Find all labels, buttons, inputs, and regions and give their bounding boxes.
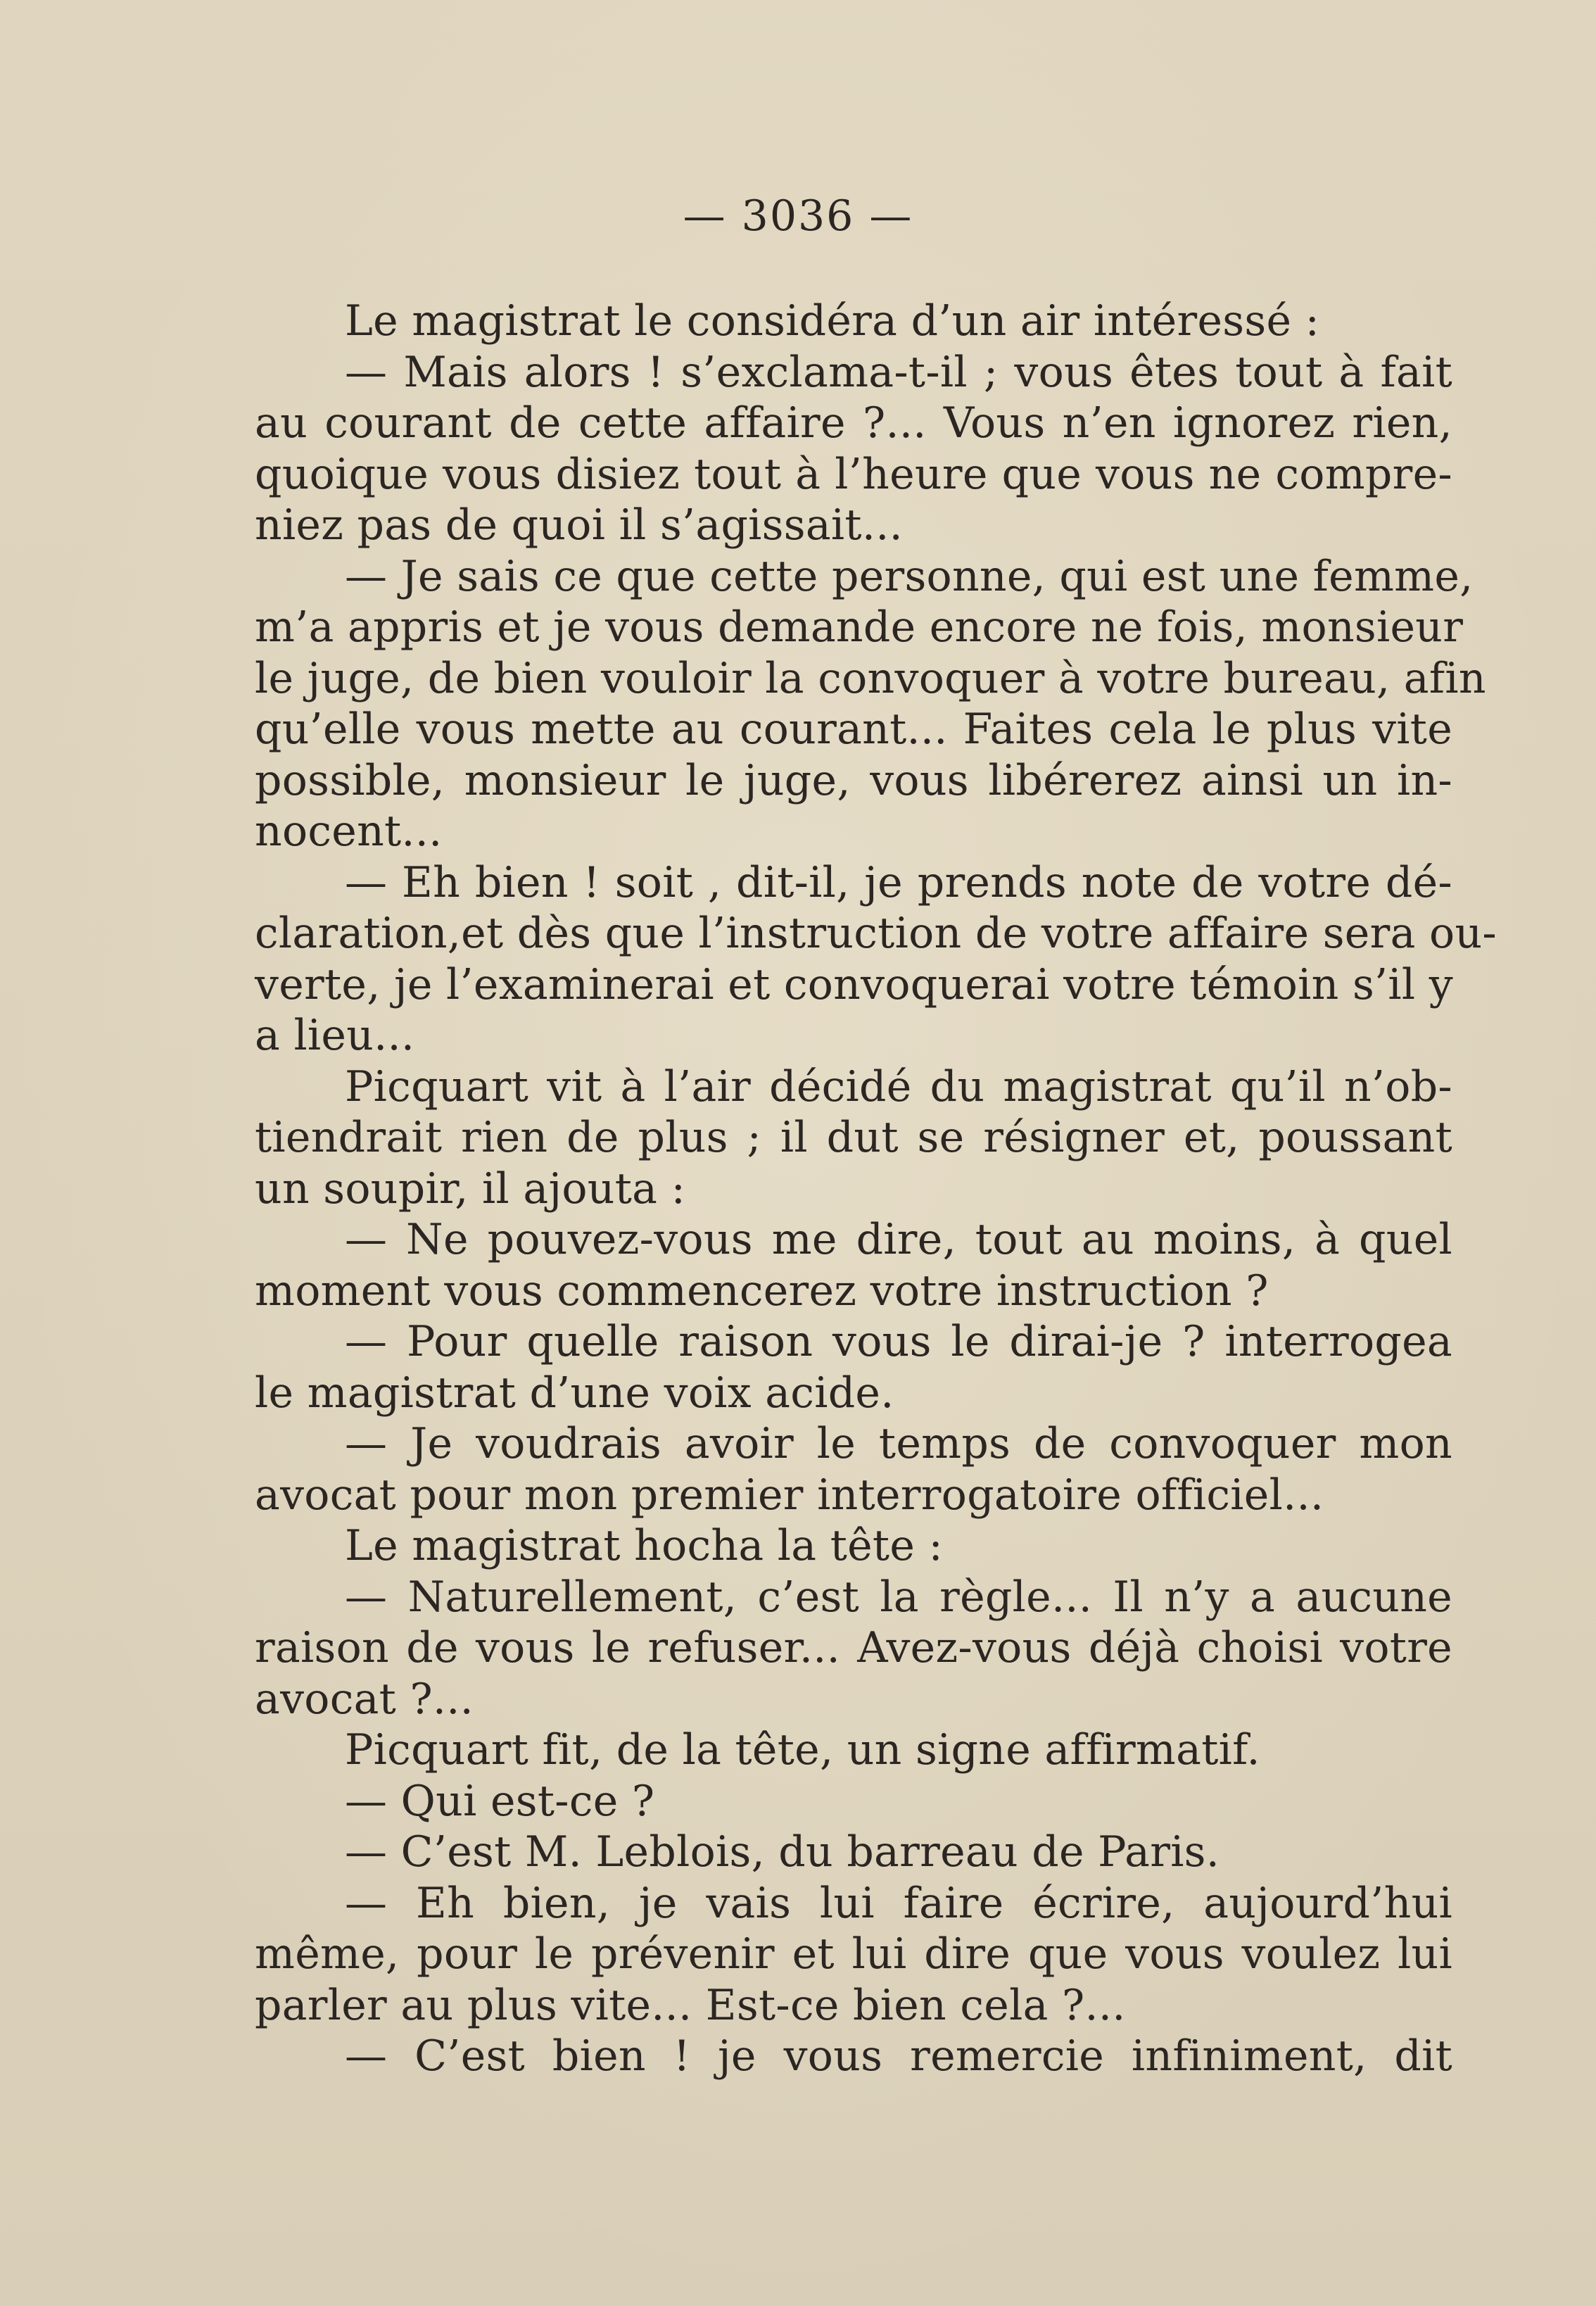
page-number: — 3036 — <box>683 191 913 241</box>
text-line: — Ne pouvez-vous me dire, tout au moins, à quel <box>345 1215 1452 1264</box>
text-line: raison de vous le refuser... Avez-vous déjà choisi votre <box>255 1623 1452 1672</box>
text-line: même, pour le prévenir et lui dire que vous voulez lui <box>255 1929 1452 1979</box>
text-line: — Je sais ce que cette personne, qui est une femme, <box>345 551 1474 601</box>
text-line: possible, monsieur le juge, vous libérerez ainsi un in- <box>255 755 1452 805</box>
text-line: quoique vous disiez tout à l’heure que vous ne compre- <box>255 449 1452 499</box>
text-line: qu’elle vous mette au courant... Faites cela le plus vite <box>255 705 1452 754</box>
text-line: a lieu... <box>255 1011 415 1060</box>
text-line: un soupir, il ajouta : <box>255 1164 686 1214</box>
text-line: claration,et dès que l’instruction de votre affaire sera ou- <box>255 909 1497 958</box>
text-line: — C’est bien ! je vous remercie infiniment, dit <box>345 2031 1452 2081</box>
text-line: moment vous commencerez votre instruction ? <box>255 1266 1269 1316</box>
text-line: parler au plus vite... Est-ce bien cela ?... <box>255 1980 1126 2030</box>
text-line: m’a appris et je vous demande encore ne fois, monsieur <box>255 603 1464 652</box>
text-line: Picquart fit, de la tête, un signe affirmatif. <box>345 1725 1260 1775</box>
text-line: Le magistrat le considéra d’un air intéressé : <box>345 296 1320 346</box>
text-line: Le magistrat hocha la tête : <box>345 1521 944 1570</box>
text-line: au courant de cette affaire ?... Vous n’en ignorez rien, <box>255 398 1452 448</box>
text-line: — Naturellement, c’est la règle... Il n’y a aucune <box>345 1572 1452 1622</box>
text-line: avocat pour mon premier interrogatoire officiel... <box>255 1470 1324 1520</box>
text-line: avocat ?... <box>255 1674 474 1724</box>
text-line: tiendrait rien de plus ; il dut se résigner et, poussant <box>255 1113 1452 1162</box>
text-line: niez pas de quoi il s’agissait... <box>255 500 903 550</box>
text-line: le juge, de bien vouloir la convoquer à votre bureau, afin <box>255 653 1486 703</box>
text-line: — Pour quelle raison vous le dirai-je ? interrogea <box>345 1317 1452 1366</box>
text-line: nocent... <box>255 807 443 856</box>
text-line: — Eh bien, je vais lui faire écrire, aujourd’hui <box>345 1878 1452 1928</box>
text-line: le magistrat d’une voix acide. <box>255 1368 894 1418</box>
text-line: Picquart vit à l’air décidé du magistrat qu’il n’ob- <box>345 1061 1452 1111</box>
body-text <box>255 296 1497 2082</box>
text-line: — C’est M. Leblois, du barreau de Paris. <box>345 1827 1220 1877</box>
text-line: — Je voudrais avoir le temps de convoquer mon <box>345 1419 1452 1468</box>
text-line: — Mais alors ! s’exclama-t-il ; vous êtes tout à fait <box>345 347 1452 397</box>
text-line: verte, je l’examinerai et convoquerai votre témoin s’il y <box>255 959 1453 1009</box>
text-line: — Eh bien ! soit , dit-il, je prends note de votre dé- <box>345 857 1452 907</box>
text-line: — Qui est-ce ? <box>345 1776 655 1826</box>
